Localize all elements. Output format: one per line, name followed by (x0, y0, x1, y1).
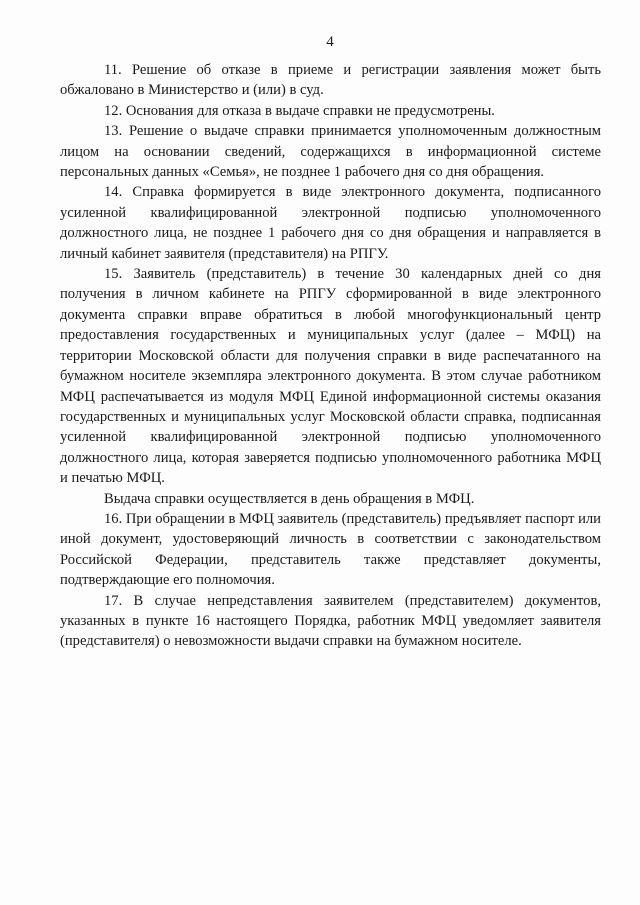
paragraph-15: 15. Заявитель (представитель) в течение 30 календарных дней со дня получения в личном кабинете на РПГУ сформированной в виде электронного документа справки вправе обратиться в любой многофункциональный центр предоставления государственных и муниципальных услуг (далее – МФЦ) на территории Московской области для получения справки в виде распечатанного на бумажном носителе экземпляра электронного документа. В этом случае работником МФЦ распечатывается из модуля МФЦ Единой информационной системы оказания государственных и муниципальных услуг Московской области справка, подписанная усиленной квалифицированной электронной подписью уполномоченного должностного лица, которая заверяется подписью уполномоченного работника МФЦ и печатью МФЦ. (60, 266, 601, 487)
paragraph-13: 13. Решение о выдаче справки принимается уполномоченным должностным лицом на основании сведений, содержащихся в информационной системе персональных данных «Семья», не позднее 1 рабочего дня со дня обращения. (60, 123, 601, 181)
page-number: 4 (326, 34, 334, 50)
paragraph-12: 12. Основания для отказа в выдаче справки не предусмотрены. (104, 102, 495, 119)
paragraph-17: 17. В случае непредставления заявителем (представителем) документов, указанных в пункте 16 настоящего Порядка, работник МФЦ уведомляет заявителя (представителя) о невозможности выдачи справки на бумажном носителе. (60, 592, 601, 650)
paragraph-16: 16. При обращении в МФЦ заявитель (представитель) предъявляет паспорт или иной документ, удостоверяющий личность в соответствии с законодательством Российской Федерации, представитель также представляет документы, подтверждающие его полномочия. (60, 510, 601, 589)
paragraph-14: 14. Справка формируется в виде электронного документа, подписанного усиленной квалифицированной электронной подписью уполномоченного должностного лица, не позднее 1 рабочего дня со дня обращения и направляется в личный кабинет заявителя (представителя) на РПГУ. (60, 184, 601, 262)
document-body (60, 60, 601, 652)
paragraph-15-continuation: Выдача справки осуществляется в день обращения в МФЦ. (104, 490, 475, 507)
paragraph-11: 11. Решение об отказе в приеме и регистрации заявления может быть обжаловано в Министерство и (или) в суд. (60, 62, 601, 99)
